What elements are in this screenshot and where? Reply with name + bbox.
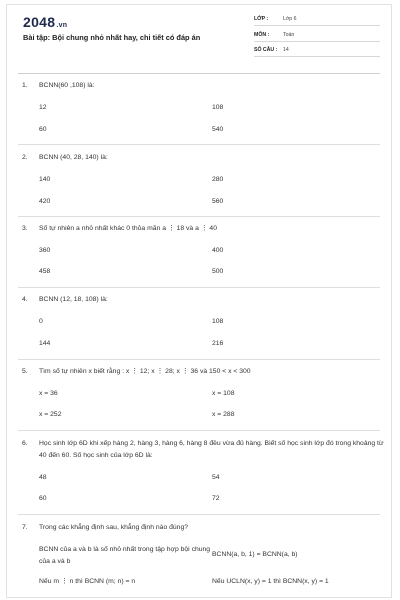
answer-option[interactable]: 72: [212, 495, 220, 502]
logo-text: 2048: [23, 14, 56, 30]
answer-option[interactable]: 420: [39, 198, 51, 205]
question-number: 5.: [22, 368, 28, 375]
meta-class-label: LỚP :: [254, 16, 269, 22]
answer-option[interactable]: Nếu m ⋮ n thì BCNN (m; n) = n: [39, 578, 136, 585]
question-stem: BCNN(60 ,108) là:: [39, 82, 95, 89]
answer-option[interactable]: 60: [39, 495, 47, 502]
answer-option[interactable]: 458: [39, 268, 51, 275]
answer-option[interactable]: 360: [39, 247, 51, 254]
answer-option[interactable]: x = 252: [39, 411, 62, 418]
question-divider: [18, 287, 380, 288]
answer-option[interactable]: BCNN của a và b là số nhỏ nhất trong tập hợp bội chung của a và b: [39, 546, 211, 565]
question-number: 2.: [22, 154, 28, 161]
meta-count: [254, 45, 380, 57]
meta-underline: [254, 41, 380, 42]
question-stem: Tìm số tự nhiên x biết rằng : x ⋮ 12; x ⋮ 28; x ⋮ 36 và 150 < x < 300: [39, 368, 251, 375]
question-divider: [18, 514, 380, 515]
question-number: 4.: [22, 296, 28, 303]
answer-option[interactable]: BCNN(a, b, 1) = BCNN(a, b): [212, 551, 298, 558]
question-number: 1.: [22, 82, 28, 89]
answer-option[interactable]: 144: [39, 340, 51, 347]
answer-option[interactable]: 140: [39, 176, 51, 183]
question-divider: [18, 359, 380, 360]
answer-option[interactable]: 54: [212, 474, 220, 481]
answer-option[interactable]: x = 288: [212, 411, 235, 418]
answer-option[interactable]: 108: [212, 318, 224, 325]
answer-option[interactable]: 280: [212, 176, 224, 183]
meta-subject-label: MÔN :: [254, 32, 270, 38]
answer-option[interactable]: 12: [39, 104, 47, 111]
site-logo[interactable]: [23, 14, 67, 30]
question-stem: BCNN (40, 28, 140) là:: [39, 154, 108, 161]
answer-option[interactable]: 400: [212, 247, 224, 254]
answer-option[interactable]: Nếu UCLN(x, y) = 1 thì BCNN(x, y) = 1: [212, 578, 329, 585]
answer-option[interactable]: 540: [212, 126, 224, 133]
meta-underline: [254, 25, 380, 26]
meta-subject-value: Toán: [283, 32, 295, 38]
question-stem: Trong các khẳng định sau, khẳng định nào đúng?: [39, 524, 189, 531]
answer-option[interactable]: 108: [212, 104, 224, 111]
question-divider: [18, 144, 380, 145]
logo-tld: .vn: [56, 22, 68, 29]
question-stem: Học sinh lớp 6D khi xếp hàng 2, hàng 3, hàng 6, hàng 8 đều vừa đủ hàng. Biết số học sinh lớp đó trong khoảng từ 40 đến 60. Số học sinh của lớp 6D là:: [39, 440, 384, 459]
meta-count-value: 14: [283, 47, 289, 53]
question-divider: [18, 216, 380, 217]
answer-option[interactable]: x = 36: [39, 390, 58, 397]
meta-class-value: Lớp 6: [283, 16, 297, 22]
answer-option[interactable]: 48: [39, 474, 47, 481]
meta-class: [254, 14, 380, 26]
answer-option[interactable]: 60: [39, 126, 47, 133]
question-divider: [18, 430, 380, 431]
meta-subject: [254, 30, 380, 42]
answer-option[interactable]: 560: [212, 198, 224, 205]
question-number: 7.: [22, 524, 28, 531]
answer-option[interactable]: 0: [39, 318, 43, 325]
question-number: 6.: [22, 440, 28, 447]
answer-option[interactable]: x = 108: [212, 390, 235, 397]
answer-option[interactable]: 216: [212, 340, 224, 347]
header-divider: [18, 73, 380, 74]
answer-option[interactable]: 500: [212, 268, 224, 275]
question-stem: BCNN (12, 18, 108) là:: [39, 296, 108, 303]
worksheet-title: Bài tập: Bội chung nhỏ nhất hay, chi tiết có đáp án: [23, 33, 201, 42]
worksheet-header: [0, 0, 400, 74]
question-stem: Số tự nhiên a nhỏ nhất khác 0 thỏa mãn a ⋮ 18 và a ⋮ 40: [39, 225, 217, 232]
question-number: 3.: [22, 225, 28, 232]
meta-count-label: SỐ CÂU :: [254, 47, 278, 53]
meta-underline: [254, 56, 380, 57]
